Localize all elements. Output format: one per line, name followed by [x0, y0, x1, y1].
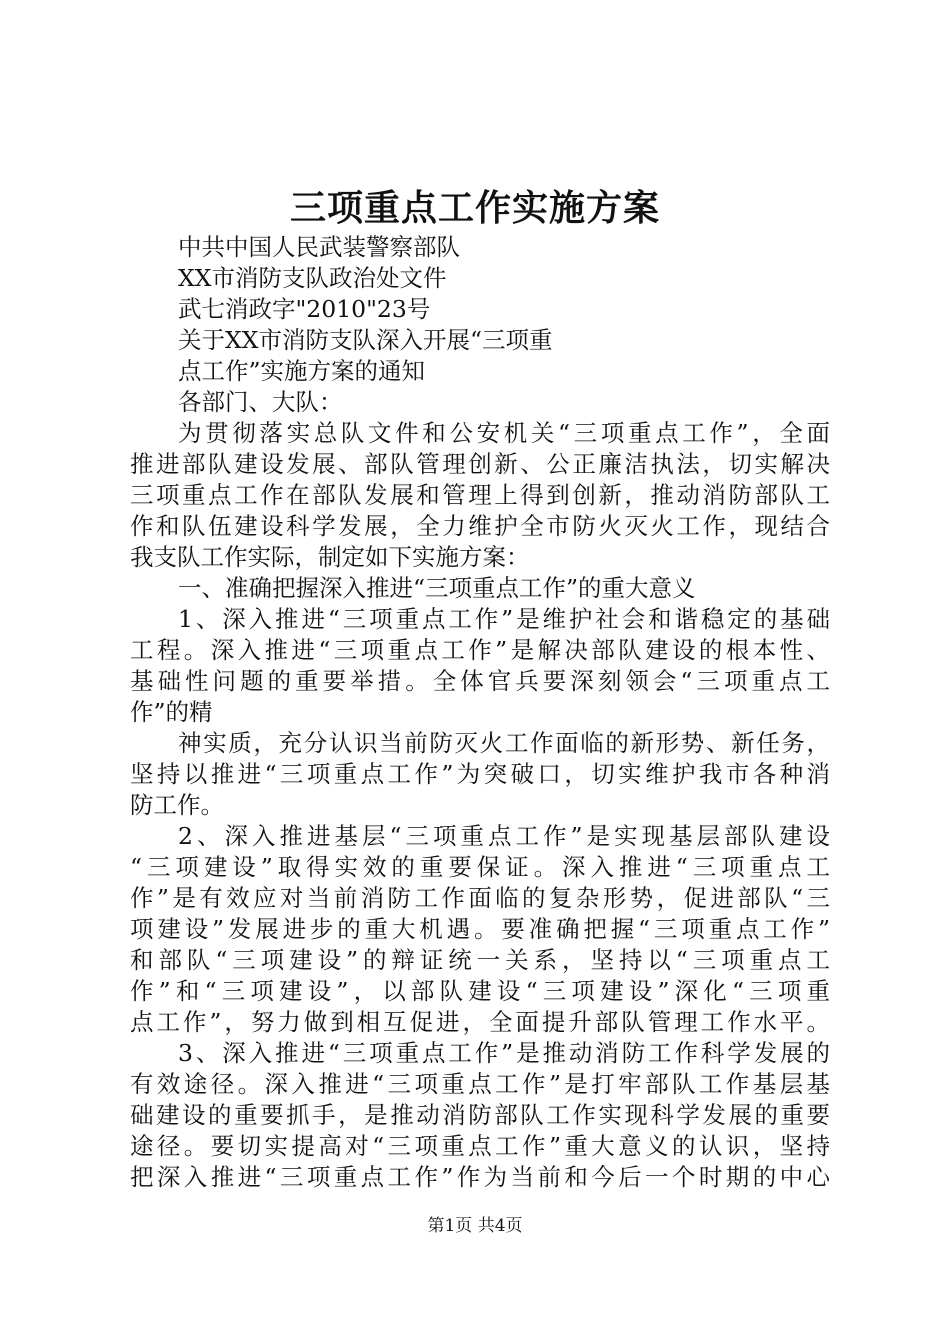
body-line: 途径。要切实提高对“三项重点工作”重大意义的认识，坚持: [130, 1132, 830, 1160]
body-line: 项建设”发展进步的重大机遇。要准确把握“三项重点工作”: [130, 915, 830, 943]
body-line: 神实质，充分认识当前防灭火工作面临的新形势、新任务，: [178, 729, 830, 757]
body-line: 三项重点工作在部队发展和管理上得到创新，推动消防部队工: [130, 481, 830, 509]
document-title: 三项重点工作实施方案: [289, 187, 660, 229]
body-line: 作和队伍建设科学发展，全力维护全市防火灭火工作，现结合: [130, 512, 830, 540]
body-line: 防工作。: [130, 791, 224, 819]
body-line: 为贯彻落实总队文件和公安机关“三项重点工作”，全面: [178, 419, 830, 447]
body-line: 关于XX市消防支队深入开展“三项重: [178, 326, 553, 354]
body-line: 3、深入推进“三项重点工作”是推动消防工作科学发展的: [178, 1039, 830, 1067]
body-line: 作”的精: [130, 698, 213, 726]
body-line: 和部队“三项建设”的辩证统一关系，坚持以“三项重点工: [130, 946, 830, 974]
body-line: XX市消防支队政治处文件: [178, 264, 447, 292]
body-line: 有效途径。深入推进“三项重点工作”是打牢部队工作基层基: [130, 1070, 830, 1098]
body-line: 1、深入推进“三项重点工作”是维护社会和谐稳定的基础: [178, 605, 830, 633]
body-line: 推进部队建设发展、部队管理创新、公正廉洁执法，切实解决: [130, 450, 830, 478]
body-line: 我支队工作实际，制定如下实施方案：: [130, 543, 530, 571]
body-line: 基础性问题的重要举措。全体官兵要深刻领会“三项重点工: [130, 667, 830, 695]
body-line: 一、准确把握深入推进“三项重点工作”的重大意义: [178, 574, 696, 602]
page-footer: 第1页 共4页: [427, 1216, 523, 1236]
body-line: 各部门、大队：: [178, 388, 343, 416]
body-line: 工程。深入推进“三项重点工作”是解决部队建设的根本性、: [130, 636, 830, 664]
document-body: [130, 232, 830, 1193]
body-line: 点工作”，努力做到相互促进，全面提升部队管理工作水平。: [130, 1008, 830, 1036]
body-line: 中共中国人民武装警察部队: [178, 233, 460, 261]
body-line: “三项建设”取得实效的重要保证。深入推进“三项重点工: [130, 853, 830, 881]
body-line: 2、深入推进基层“三项重点工作”是实现基层部队建设: [178, 822, 830, 850]
body-line: 作”和“三项建设”，以部队建设“三项建设”深化“三项重: [130, 977, 830, 1005]
body-line: 础建设的重要抓手，是推动消防部队工作实现科学发展的重要: [130, 1101, 830, 1129]
body-line: 坚持以推进“三项重点工作”为突破口，切实维护我市各种消: [130, 760, 830, 788]
body-line: 武七消政字"2010"23号: [178, 295, 431, 323]
body-line: 点工作”实施方案的通知: [178, 357, 426, 385]
body-line: 把深入推进“三项重点工作”作为当前和今后一个时期的中心: [130, 1163, 830, 1191]
body-line: 作”是有效应对当前消防工作面临的复杂形势，促进部队“三: [130, 884, 830, 912]
